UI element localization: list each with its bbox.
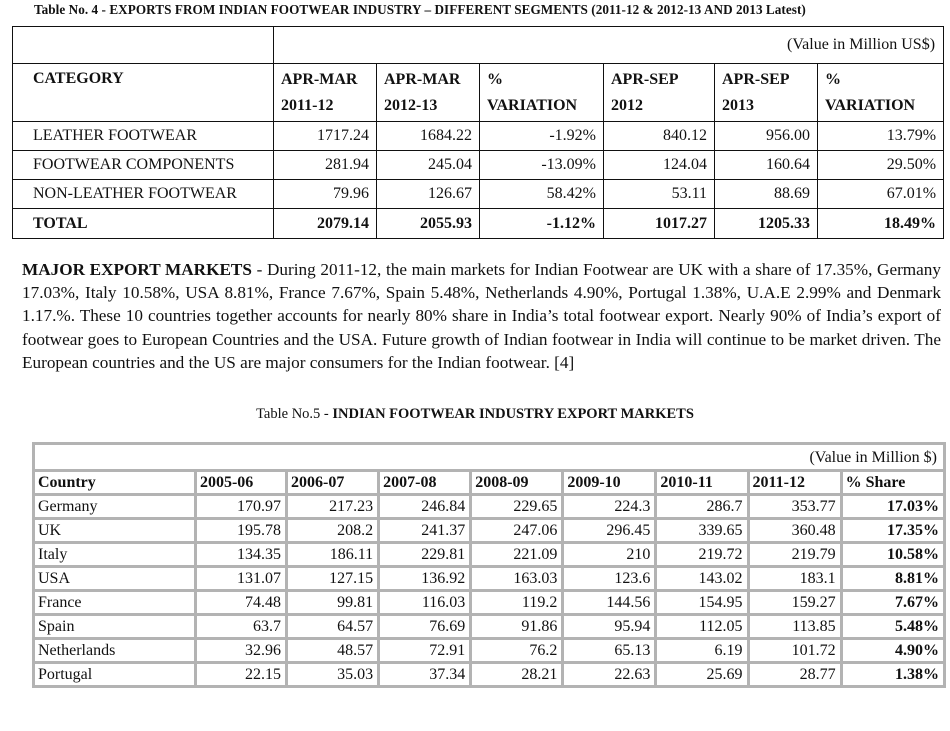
table5-cell-value: 183.1 (748, 567, 841, 591)
table5-cell-value: 339.65 (656, 519, 748, 543)
table5-cell-value: 6.19 (656, 639, 748, 663)
table4-cell: 1684.22 (377, 122, 480, 151)
table4-cell: 160.64 (715, 151, 818, 180)
table5-row (34, 591, 945, 615)
table4-cell: -13.09% (480, 151, 604, 180)
table4-header-aprmar-2012-13 (377, 64, 480, 122)
table5-cell-value: 28.21 (471, 663, 563, 687)
table5-cell-value: 159.27 (748, 591, 841, 615)
table4-segments (12, 26, 944, 239)
table4-cell: 53.11 (604, 180, 715, 209)
table5-row (34, 663, 945, 687)
table5-cell-value: 241.37 (379, 519, 471, 543)
table4-cell: 1717.24 (274, 122, 377, 151)
table5-cell-country: Spain (34, 615, 196, 639)
table5-cell-value: 246.84 (379, 495, 471, 519)
table5-header-year: 2009-10 (563, 471, 656, 495)
table4-cell: -1.92% (480, 122, 604, 151)
table5-cell-value: 353.77 (748, 495, 841, 519)
table5-cell-value: 210 (563, 543, 656, 567)
table5-export-markets (32, 442, 946, 688)
table4-total-cell: 1017.27 (604, 209, 715, 239)
table4-cell: 124.04 (604, 151, 715, 180)
table4-row (13, 122, 944, 151)
table5-cell-value: 186.11 (287, 543, 379, 567)
table4-cell: 840.12 (604, 122, 715, 151)
table5-cell-country: Italy (34, 543, 196, 567)
table5-title-bold: INDIAN FOOTWEAR INDUSTRY EXPORT MARKETS (332, 406, 694, 422)
table5-cell-value: 127.15 (287, 567, 379, 591)
table4-total-cell: 2079.14 (274, 209, 377, 239)
table5-cell-value: 119.2 (471, 591, 563, 615)
header-line: % (825, 70, 841, 88)
table5-cell-value: 286.7 (656, 495, 748, 519)
table5-cell-country: USA (34, 567, 196, 591)
table5-cell-value: 25.69 (656, 663, 748, 687)
table4-cell-category: NON-LEATHER FOOTWEAR (13, 180, 274, 209)
header-line: APR-SEP (722, 70, 790, 88)
table5-cell-country: France (34, 591, 196, 615)
table4-row (13, 151, 944, 180)
table5-cell-value: 131.07 (195, 567, 286, 591)
table4-total-label: TOTAL (13, 209, 274, 239)
header-line: APR-SEP (611, 70, 679, 88)
table5-header-year: 2007-08 (379, 471, 471, 495)
header-line: 2011-12 (281, 96, 334, 114)
table4-header-variation-1 (480, 64, 604, 122)
table4-header-aprsep-2012 (604, 64, 715, 122)
table5-cell-value: 195.78 (195, 519, 286, 543)
table5-cell-value: 163.03 (471, 567, 563, 591)
table5-cell-value: 91.86 (471, 615, 563, 639)
table5-cell-value: 99.81 (287, 591, 379, 615)
table5-cell-value: 144.56 (563, 591, 656, 615)
table4-cell-category: LEATHER FOOTWEAR (13, 122, 274, 151)
table4-cell: 281.94 (274, 151, 377, 180)
table4-total-cell: 1205.33 (715, 209, 818, 239)
table5-cell-value: 224.3 (563, 495, 656, 519)
table5-cell-value: 76.2 (471, 639, 563, 663)
table5-title (0, 406, 950, 423)
table5-cell-value: 101.72 (748, 639, 841, 663)
table5-cell-value: 134.35 (195, 543, 286, 567)
table4-title: Table No. 4 - EXPORTS FROM INDIAN FOOTWEAR INDUSTRY – DIFFERENT SEGMENTS (2011-12 & 2012-13 AND 2013 Latest) (34, 2, 806, 17)
table4-cell: 67.01% (818, 180, 944, 209)
table5-cell-value: 229.65 (471, 495, 563, 519)
table5-row (34, 639, 945, 663)
header-line: VARIATION (825, 96, 916, 114)
table5-cell-value: 143.02 (656, 567, 748, 591)
table4-header-variation-2 (818, 64, 944, 122)
table5-row (34, 615, 945, 639)
table5-cell-value: 123.6 (563, 567, 656, 591)
table4-cell: 126.67 (377, 180, 480, 209)
table5-cell-share: 17.35% (841, 519, 944, 543)
table5-cell-value: 48.57 (287, 639, 379, 663)
table5-header-share: % Share (841, 471, 944, 495)
table4-cell: 13.79% (818, 122, 944, 151)
table5-cell-value: 113.85 (748, 615, 841, 639)
table5-cell-share: 5.48% (841, 615, 944, 639)
header-line: 2012-13 (384, 96, 438, 114)
table5-cell-share: 4.90% (841, 639, 944, 663)
table5-cell-value: 76.69 (379, 615, 471, 639)
table5-cell-value: 219.72 (656, 543, 748, 567)
table4-cell: 245.04 (377, 151, 480, 180)
table4-total-cell: 2055.93 (377, 209, 480, 239)
table4-header-aprsep-2013 (715, 64, 818, 122)
table4-total-cell: 18.49% (818, 209, 944, 239)
table5-cell-value: 116.03 (379, 591, 471, 615)
table5-cell-value: 219.79 (748, 543, 841, 567)
table5-cell-share: 8.81% (841, 567, 944, 591)
table5-cell-value: 247.06 (471, 519, 563, 543)
table5-cell-value: 72.91 (379, 639, 471, 663)
table5-cell-value: 65.13 (563, 639, 656, 663)
header-line: 2012 (611, 96, 643, 114)
header-line: APR-MAR (384, 70, 461, 88)
table4-unit-row (13, 27, 944, 64)
table4-total-cell: -1.12% (480, 209, 604, 239)
table5-cell-value: 170.97 (195, 495, 286, 519)
table5-header-year: 2010-11 (656, 471, 748, 495)
paragraph-heading: MAJOR EXPORT MARKETS (22, 260, 252, 279)
table4-header-category: CATEGORY (13, 64, 274, 122)
table5-cell-value: 22.15 (195, 663, 286, 687)
table5-cell-country: Netherlands (34, 639, 196, 663)
table4-row (13, 180, 944, 209)
table5-cell-share: 17.03% (841, 495, 944, 519)
header-line: % (487, 70, 503, 88)
table5-body (34, 495, 945, 687)
table5-cell-value: 112.05 (656, 615, 748, 639)
table5-cell-value: 229.81 (379, 543, 471, 567)
header-line: 2013 (722, 96, 754, 114)
table4-cell: 79.96 (274, 180, 377, 209)
table5-header-country: Country (34, 471, 196, 495)
table5-header-year: 2005-06 (195, 471, 286, 495)
table5-row (34, 519, 945, 543)
header-line: VARIATION (487, 96, 578, 114)
table5-cell-value: 95.94 (563, 615, 656, 639)
table4-unit-label: (Value in Million US$) (274, 27, 944, 64)
table5-header-year: 2008-09 (471, 471, 563, 495)
table5-cell-value: 37.34 (379, 663, 471, 687)
table5-cell-value: 296.45 (563, 519, 656, 543)
header-line: APR-MAR (281, 70, 358, 88)
table5-row (34, 543, 945, 567)
table5-cell-value: 360.48 (748, 519, 841, 543)
table5-cell-share: 7.67% (841, 591, 944, 615)
table5-cell-value: 136.92 (379, 567, 471, 591)
table4-cell: 29.50% (818, 151, 944, 180)
table4-header-row (13, 64, 944, 122)
table5-header-year: 2011-12 (748, 471, 841, 495)
table5-cell-value: 221.09 (471, 543, 563, 567)
table5-cell-country: Portugal (34, 663, 196, 687)
major-export-markets-paragraph (22, 258, 941, 374)
table5-cell-country: Germany (34, 495, 196, 519)
table5-title-prefix: Table No.5 - (256, 406, 333, 422)
table4-cell: 956.00 (715, 122, 818, 151)
table4-header-aprmar-2011-12 (274, 64, 377, 122)
table4-cell-category: FOOTWEAR COMPONENTS (13, 151, 274, 180)
table5-cell-value: 32.96 (195, 639, 286, 663)
table5-header-row (34, 471, 945, 495)
table5-row (34, 495, 945, 519)
table5-cell-share: 10.58% (841, 543, 944, 567)
table5-cell-value: 22.63 (563, 663, 656, 687)
table5-row (34, 567, 945, 591)
paragraph-body: - During 2011-12, the main markets for Indian Footwear are UK with a share of 17.35%, Germany 17.03%, Italy 10.58%, USA 8.81%, France 7.67%, Spain 5.48%, Netherlands 4.90%, Portugal 1.38%, U.A.E 2.99% and Denmark 1.17.%. These 10 countries together accounts for nearly 80% share in India’s total footwear export. Nearly 90% of India’s export of footwear goes to European Countries and the USA. Future growth of Indian footwear in India will continue to be market driven. The European countries and the US are major consumers for the Indian footwear. [4] (22, 260, 941, 372)
table5-cell-value: 217.23 (287, 495, 379, 519)
table4-cell: 58.42% (480, 180, 604, 209)
table5-cell-share: 1.38% (841, 663, 944, 687)
table5-cell-value: 64.57 (287, 615, 379, 639)
table4-total-row (13, 209, 944, 239)
table5-cell-value: 74.48 (195, 591, 286, 615)
table4-blank-cell (13, 27, 274, 64)
table5-cell-country: UK (34, 519, 196, 543)
table5-cell-value: 154.95 (656, 591, 748, 615)
table5-header-year: 2006-07 (287, 471, 379, 495)
table5-unit-label: (Value in Million $) (34, 444, 945, 471)
table5-cell-value: 63.7 (195, 615, 286, 639)
table5-unit-row (34, 444, 945, 471)
table4-cell: 88.69 (715, 180, 818, 209)
table5-cell-value: 208.2 (287, 519, 379, 543)
table5-cell-value: 28.77 (748, 663, 841, 687)
table5-cell-value: 35.03 (287, 663, 379, 687)
